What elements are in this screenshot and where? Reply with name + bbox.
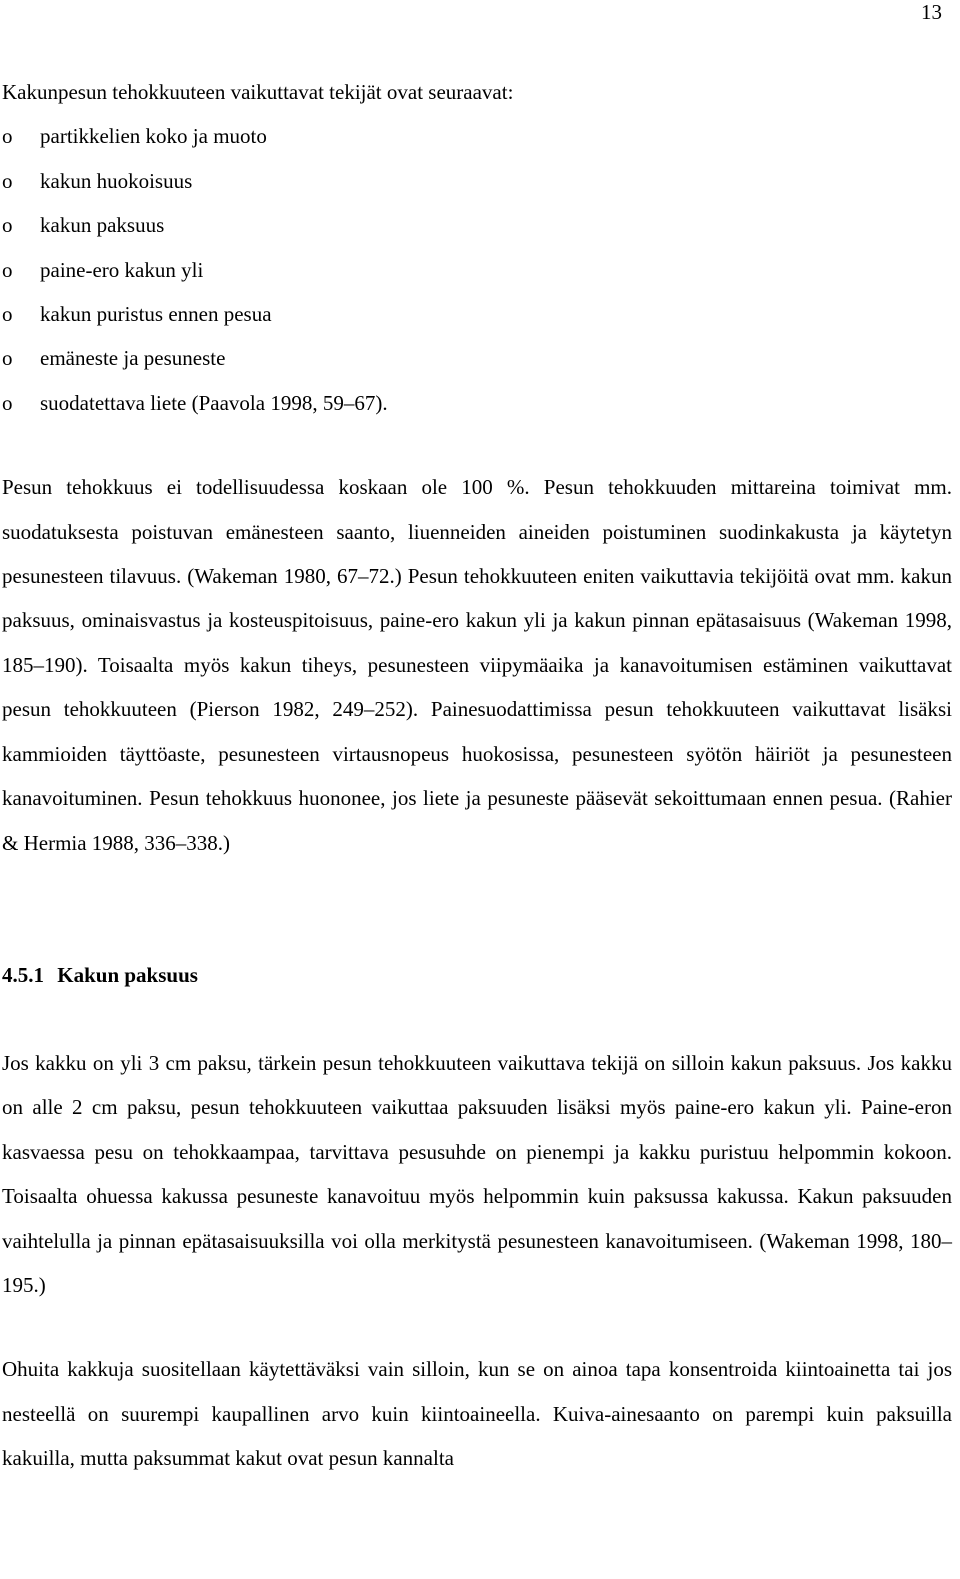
- list-item: [2, 248, 952, 292]
- spacer: [2, 425, 952, 465]
- list-item-text: kakun puristus ennen pesua: [40, 302, 272, 327]
- paragraph-cake-thickness: Jos kakku on yli 3 cm paksu, tärkein pesun tehokkuuteen vaikuttava tekijä on silloin kakun paksuus. Jos kakku on alle 2 cm paksu, pesun tehokkuuteen vaikuttaa paksuuden lisäksi myös paine-ero kakun yli. Paine-eron kasvaessa pesu on tehokkaampaa, tarvittava pesusuhde on pienempi ja kakku puristuu helpommin kokoon. Toisaalta ohuessa kakussa pesuneste kanavoituu myös helpommin kuin paksussa kakussa. Kakun paksuuden vaihtelulla ja pinnan epätasaisuuksilla voi olla merkitystä pesunesteen kanavoitumiseen. (Wakeman 1998, 180–195.): [2, 1050, 952, 1297]
- spacer: [2, 865, 952, 953]
- list-item: [2, 203, 952, 247]
- bullet-marker: o: [2, 124, 13, 149]
- bullet-marker: o: [2, 302, 13, 327]
- bullet-marker: o: [2, 257, 13, 282]
- bullet-marker: o: [2, 346, 13, 371]
- list-item: [2, 381, 952, 425]
- factor-list: [2, 114, 952, 425]
- spacer: [2, 1307, 952, 1347]
- list-item-text: emäneste ja pesuneste: [40, 346, 226, 371]
- list-item-text: kakun huokoisuus: [40, 168, 193, 193]
- paragraph-thin-cakes: Ohuita kakkuja suositellaan käytettäväksi vain silloin, kun se on ainoa tapa konsentroida kiintoainetta tai jos nesteellä on suurempi kaupallinen arvo kuin kiintoaineella. Kuiva-ainesaanto on parempi kuin paksuilla kakuilla, mutta paksummat kakut ovat pesun kannalta: [2, 1357, 952, 1471]
- intro-line: Kakunpesun tehokkuuteen vaikuttavat tekijät ovat seuraavat:: [2, 80, 514, 104]
- paragraph-wash-efficiency: Pesun tehokkuus ei todellisuudessa koskaan ole 100 %. Pesun tehokkuuden mittareina toimivat mm. suodatuksesta poistuvan emänesteen saanto, liuenneiden aineiden poistuminen suodinkakusta ja käytetyn pesunesteen tilavuus. (Wakeman 1980, 67–72.) Pesun tehokkuuteen eniten vaikuttavia tekijöitä ovat mm. kakun paksuus, ominaisvastus ja kosteuspitoisuus, paine-ero kakun yli ja kakun pinnan epätasaisuus (Wakeman 1998, 185–190). Toisaalta myös kakun tiheys, pesunesteen viipymäaika ja kanavoitumisen estäminen vaikuttavat pesun tehokkuuteen (Pierson 1982, 249–252). Painesuodattimissa pesun tehokkuuteen vaikuttavat lisäksi kammioiden täyttöaste, pesunesteen virtausnopeus huokosissa, pesunesteen syötön häiriöt ja pesunesteen kanavoituminen. Pesun tehokkuus huononee, jos liete ja pesuneste pääsevät sekoittumaan ennen pesua. (Rahier & Hermia 1988, 336–338.): [2, 475, 952, 855]
- list-item-text: partikkelien koko ja muoto: [40, 124, 267, 149]
- list-item: [2, 159, 952, 203]
- section-number: 4.5.1: [2, 962, 44, 987]
- list-item-text: paine-ero kakun yli: [40, 257, 204, 282]
- bullet-marker: o: [2, 168, 13, 193]
- list-item-text: kakun paksuus: [40, 213, 165, 238]
- bullet-marker: o: [2, 390, 13, 415]
- section-title: Kakun paksuus: [57, 962, 198, 987]
- list-item: [2, 336, 952, 380]
- list-item-text: suodatettava liete (Paavola 1998, 59–67).: [40, 390, 388, 415]
- page-number: 13: [921, 0, 942, 24]
- list-item: [2, 292, 952, 336]
- document-body: [2, 70, 952, 1481]
- spacer: [2, 997, 952, 1041]
- list-item: [2, 114, 952, 158]
- section-heading: [2, 953, 952, 997]
- bullet-marker: o: [2, 213, 13, 238]
